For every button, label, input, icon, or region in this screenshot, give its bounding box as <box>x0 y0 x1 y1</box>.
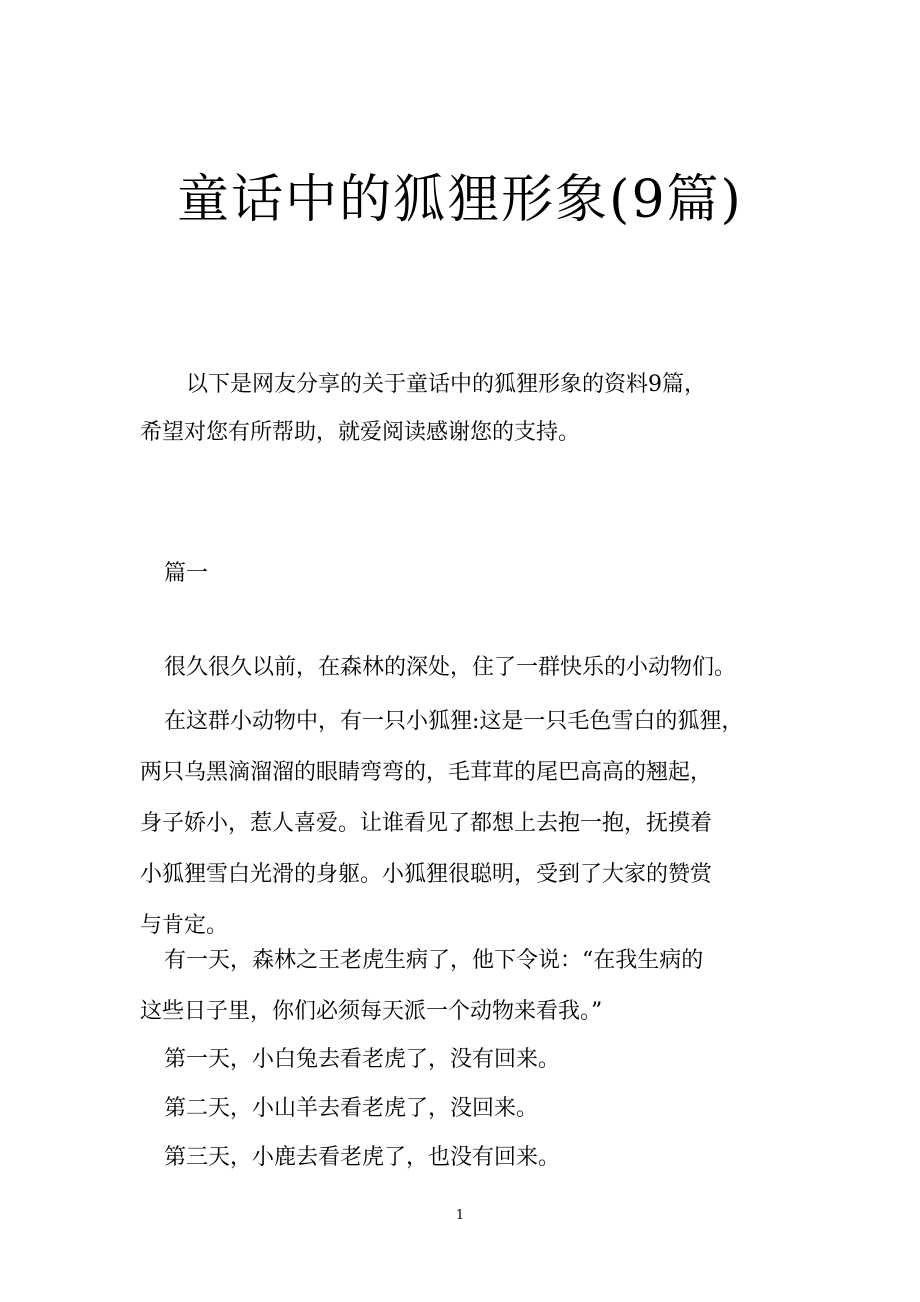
page-number: 1 <box>455 1208 465 1223</box>
paragraph <box>140 1083 790 1134</box>
paragraph-line: 两只乌黑滴溜溜的眼睛弯弯的，毛茸茸的尾巴高高的翘起， <box>140 760 713 785</box>
paragraph-line: 在这群小动物中，有一只小狐狸:这是一只毛色雪白的狐狸， <box>164 709 744 734</box>
document-title: 童话中的狐狸形象(9篇) <box>177 170 743 230</box>
paragraph-line: 第一天，小白兔去看老虎了，没有回来。 <box>164 1047 561 1072</box>
paragraph-line: 第二天，小山羊去看老虎了，没回来。 <box>164 1096 539 1121</box>
paragraph <box>140 642 790 693</box>
paragraph-line: 这些日子里，你们必须每天派一个动物来看我。” <box>140 999 603 1024</box>
paragraph-line: 与肯定。 <box>140 913 229 938</box>
paragraph-line: 很久很久以前，在森林的深处，住了一群快乐的小动物们。 <box>164 655 737 680</box>
paragraph-line: 有一天，森林之王老虎生病了，他下令说：“在我生病的 <box>164 948 704 973</box>
paragraph <box>140 1132 790 1183</box>
intro-line-2: 希望对您有所帮助，就爱阅读感谢您的支持。 <box>140 420 581 445</box>
paragraph <box>140 696 790 951</box>
paragraph-line: 第三天，小鹿去看老虎了，也没有回来。 <box>164 1145 561 1170</box>
section-heading: 篇一 <box>164 561 209 586</box>
paragraph-line: 小狐狸雪白光滑的身躯。小狐狸很聪明，受到了大家的赞赏 <box>140 862 713 887</box>
paragraph <box>140 935 790 1037</box>
paragraph-line: 身子娇小，惹人喜爱。让谁看见了都想上去抱一抱，抚摸着 <box>140 811 713 836</box>
paragraph <box>140 1034 790 1085</box>
intro-line-1: 以下是网友分享的关于童话中的狐狸形象的资料9篇， <box>186 372 706 397</box>
